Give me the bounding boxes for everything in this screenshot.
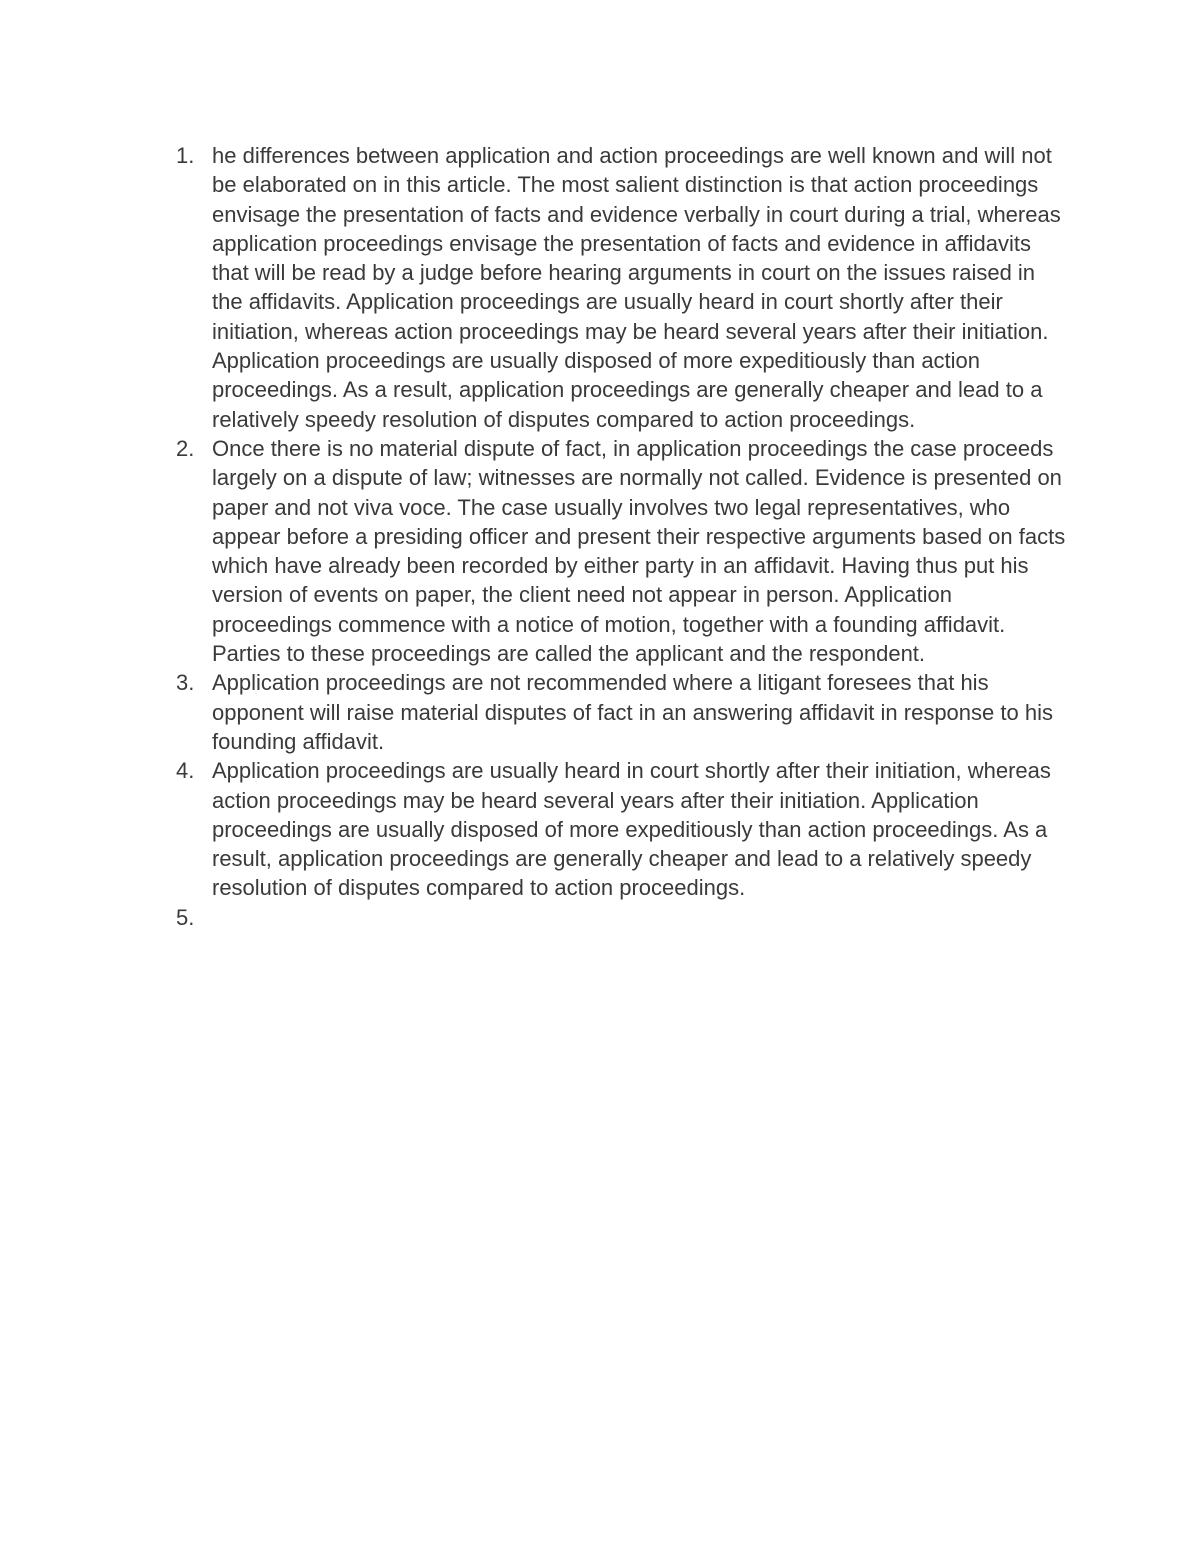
list-item-text: Application proceedings are usually heard in court shortly after their initiation, whereas action proceedings may be heard several years after their initiation. Application proceedings are usually disposed of more expeditiously than action proceedings. As a result, application proceedings are generally cheaper and lead to a relatively speedy resolution of disputes compared to action proceedings. <box>212 758 1051 901</box>
list-item-text: Application proceedings are not recommended where a litigant foresees that his opponent will raise material disputes of fact in an answering affidavit in response to his founding affidavit. <box>212 670 1053 754</box>
list-item-number: 5. <box>176 904 195 930</box>
list-item <box>170 756 1070 902</box>
list-item-number: 3. <box>176 670 195 696</box>
list-item-number: 4. <box>176 758 195 784</box>
numbered-list <box>170 141 1070 932</box>
list-item-text <box>212 903 1070 932</box>
list-item-number: 1. <box>176 143 195 168</box>
list-item <box>170 141 1070 434</box>
list-item <box>170 903 1070 932</box>
list-item <box>170 668 1070 756</box>
list-item-number: 2. <box>176 435 195 461</box>
list-item <box>170 434 1070 668</box>
list-item-text: Once there is no material dispute of fact, in application proceedings the case proceeds largely on a dispute of law; witnesses are normally not called. Evidence is presented on paper and not viva voce. The case usually involves two legal representatives, who appear before a presiding officer and present their respective arguments based on facts which have already been recorded by either party in an affidavit. Having thus put his version of events on paper, the client need not appear in person. Application proceedings commence with a notice of motion, together with a founding affidavit. Parties to these proceedings are called the applicant and the respondent. <box>212 435 1066 667</box>
list-item-text: he differences between application and action proceedings are well known and will not be elaborated on in this article. The most salient distinction is that action proceedings envisage the presentation of facts and evidence verbally in court during a trial, whereas application proceedings envisage the presentation of facts and evidence in affidavits that will be read by a judge before hearing arguments in court on the issues raised in the affidavits. Application proceedings are usually heard in court shortly after their initiation, whereas action proceedings may be heard several years after their initiation. Application proceedings are usually disposed of more expeditiously than action proceedings. As a result, application proceedings are generally cheaper and lead to a relatively speedy resolution of disputes compared to action proceedings. <box>212 143 1061 432</box>
